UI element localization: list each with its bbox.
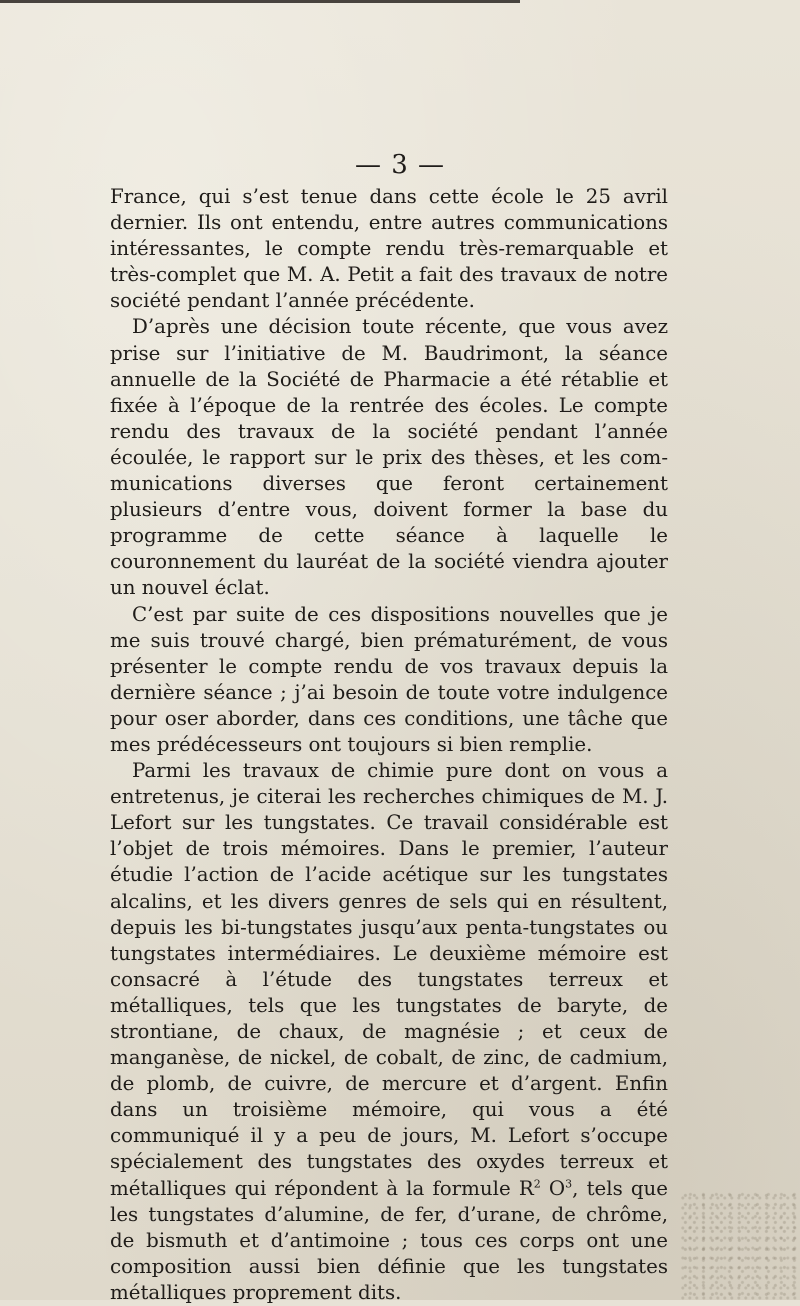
paragraph-2: D’après une décision toute récente, que vous avez prise sur l’initiative de M. Baudrimont, la séance annuelle de la Société de Pharmacie a été rétablie et fixée à l’époque de la rentrée des écoles. Le compte rendu des travaux de la société pendant l’année écoulée, le rapport sur le prix des thèses, et les communications diverses que feront certainement plusieurs d’entre vous, doivent former la base du programme de cette séance à laquelle le couronnement du lauréat de la société viendra ajouter un nouvel éclat. [110, 315, 668, 600]
paragraph-3: C’est par suite de ces dispositions nouvelles que je me suis trouvé chargé, bien prématurément, de vous présenter le compte rendu de vos travaux depuis la dernière séance ; j’ai besoin de toute votre indulgence pour oser aborder, dans ces conditions, une tâche que mes prédécesseurs ont toujours si bien remplie. [110, 602, 668, 756]
top-rule [0, 0, 520, 3]
body-text [110, 184, 668, 1306]
paragraph-4-text: Parmi les travaux de chimie pure dont on vous a entretenus, je citerai les recherches chimiques de M. J. Lefort sur les tungstates. Ce travail considérable est l’objet de trois mémoires. Dans le premier, l’auteur étudie l’action de l’acide acétique sur les tungstates alcalins, et les divers genres de sels qui en résultent, depuis les bi-tungstates jusqu’aux penta-tungstates ou tungstates intermédiaires. Le deuxième mémoire est consacré à l’étude des tungstates terreux et métalliques, tels que les tungstates de baryte, de strontiane, de chaux, de magnésie ; et ceux de manganèse, de nickel, de cobalt, de zinc, de cadmium, de plomb, de cuivre, de mercure et d’argent. Enfin dans un troisième mémoire, qui vous a été communiqué il y a peu de jours, M. Lefort s’occupe spécialement des tungstates des oxydes terreux et métalliques qui répondent à la formule [110, 759, 668, 1200]
paragraph-4 [110, 758, 668, 1306]
formula-o-sup: 3 [565, 1176, 573, 1190]
formula-r-sup: 2 [533, 1176, 541, 1190]
page-number: — 3 — [354, 150, 446, 180]
paper-specks [680, 1190, 800, 1300]
formula-r: R [518, 1176, 534, 1200]
formula-o: O [540, 1176, 566, 1200]
paragraph-4-end: , tels que les tungstates d’alumine, de fer, d’urane, de chrôme, de bismuth et d’antimoine ; tous ces corps ont une composition aussi bien définie que les tungstates métalliques proprement dits. [110, 1176, 669, 1304]
formula [519, 1177, 572, 1200]
paragraph-1: France, qui s’est tenue dans cette école le 25 avril dernier. Ils ont entendu, entre autres communications intéressantes, le compte rendu très-remarquable et très-complet que M. A. Petit a fait des travaux de notre société pendant l’année précédente. [110, 185, 668, 313]
